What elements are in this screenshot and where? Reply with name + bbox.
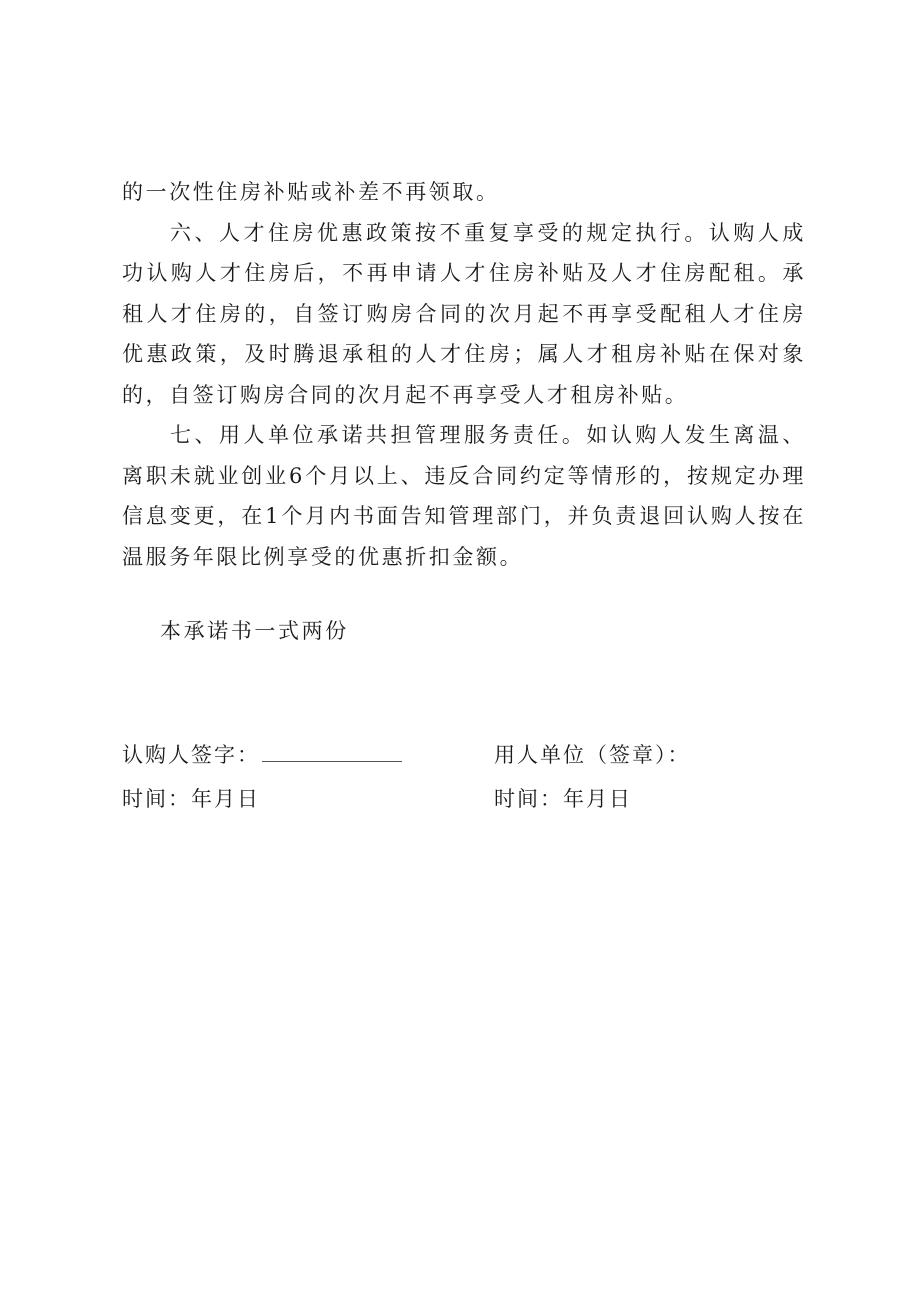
paragraph-seven: 七、用人单位承诺共担管理服务责任。如认购人发生离温、离职未就业创业6个月以上、违反合同约定等情形的，按规定办理信息变更，在1个月内书面告知管理部门，并负责退回认购人按在温服务年限比例享受的优惠折扣金额。 — [122, 423, 806, 569]
purchaser-date-label: 时间：年月日 — [122, 787, 260, 811]
paragraph-continuation: 的一次性住房补贴或补差不再领取。 — [122, 180, 500, 204]
purchaser-signature-label: 认购人签字： — [122, 743, 260, 767]
purchaser-signature-line[interactable] — [262, 743, 402, 762]
purchaser-signature-row — [122, 733, 402, 777]
signature-block-employer — [494, 733, 691, 821]
employer-seal-label: 用人单位（签章）： — [494, 743, 691, 767]
paragraph-six: 六、人才住房优惠政策按不重复享受的规定执行。认购人成功认购人才住房后，不再申请人才住房补贴及人才住房配租。承租人才住房的，自签订购房合同的次月起不再享受配租人才住房优惠政策，及时腾退承租的人才住房；属人才租房补贴在保对象的，自签订购房合同的次月起不再享受人才租房补贴。 — [122, 220, 806, 407]
signature-block-purchaser — [122, 733, 402, 821]
employer-date-label: 时间：年月日 — [494, 787, 632, 811]
copies-note: 本承诺书一式两份 — [160, 619, 349, 643]
body-text — [122, 172, 806, 577]
